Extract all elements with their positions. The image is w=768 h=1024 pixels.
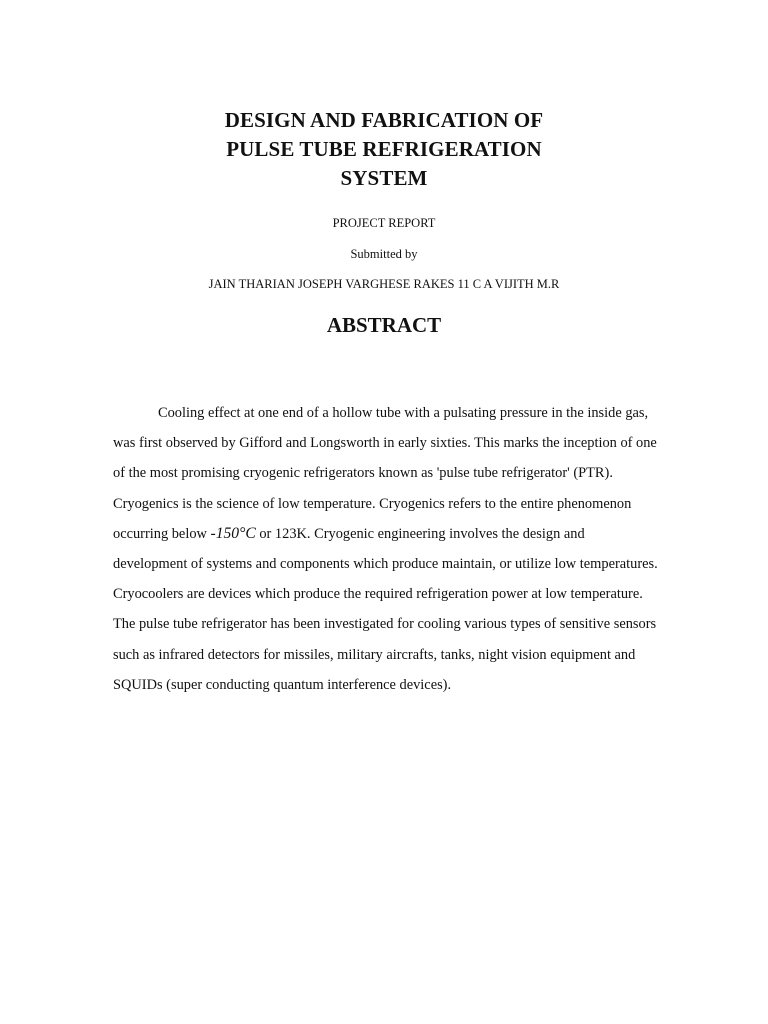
title-line-3: SYSTEM — [340, 166, 428, 190]
abstract-text-part-2: or 123K. Cryogenic engineering involves the design and development of systems and components which produce maintain, or utilize low temperatures. Cryocoolers are devices which produce the required refrigeration power at low temperature. The pulse tube refrigerator has been investigated for cooling various types of sensitive sensors such as infrared detectors for missiles, military aircrafts, tanks, night vision equipment and SQUIDs (super conducting quantum interference devices). — [113, 525, 658, 693]
author-list: JAIN THARIAN JOSEPH VARGHESE RAKES 11 C A VIJITH M.R — [208, 277, 560, 291]
abstract-paragraph — [113, 398, 658, 700]
document-title — [0, 106, 768, 193]
title-line-2: PULSE TUBE REFRIGERATION — [226, 137, 542, 161]
abstract-heading: ABSTRACT — [326, 313, 442, 337]
abstract-temperature: -150°C — [210, 524, 256, 542]
report-type: PROJECT REPORT — [332, 216, 436, 230]
submitted-by-label: Submitted by — [350, 247, 418, 261]
title-line-1: DESIGN AND FABRICATION OF — [224, 108, 544, 132]
abstract-text-part-1: Cooling effect at one end of a hollow tube with a pulsating pressure in the inside gas, was first observed by Gifford and Longsworth in early sixties. This marks the inception of one of the most promising cryogenic refrigerators known as 'pulse tube refrigerator' (PTR). Cryogenics is the science of low temperature. Cryogenics refers to the entire phenomenon occurring below — [113, 405, 657, 542]
